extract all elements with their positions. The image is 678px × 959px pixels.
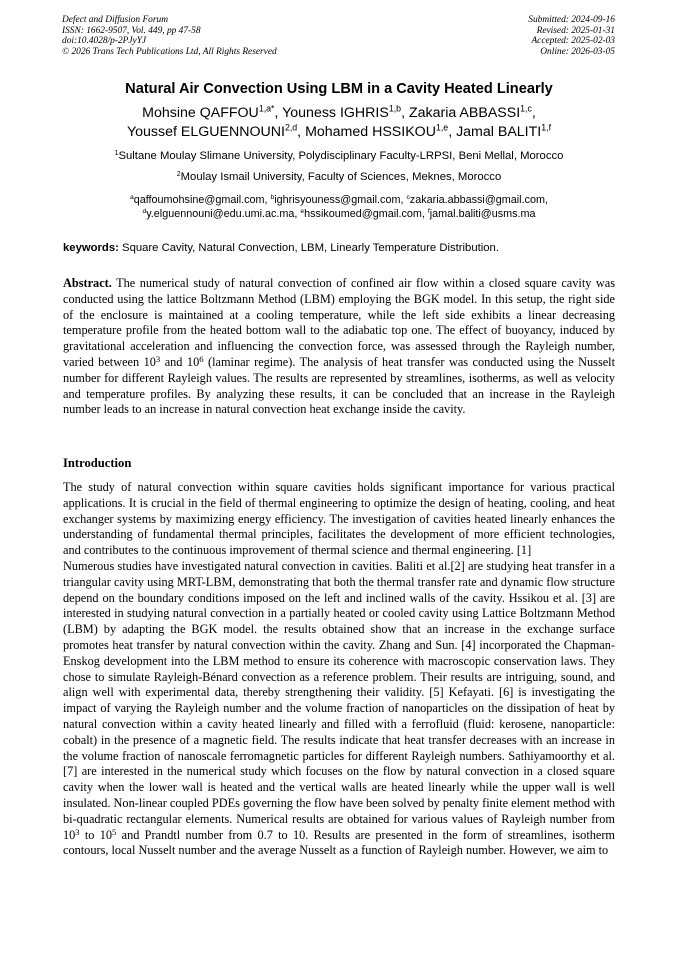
revised-date: Revised: 2025-01-31 bbox=[536, 25, 615, 36]
paper-title: Natural Air Convection Using LBM in a Cavity Heated Linearly bbox=[125, 81, 553, 97]
copyright: © 2026 Trans Tech Publications Ltd, All Rights Reserved bbox=[62, 46, 277, 57]
journal-name: Defect and Diffusion Forum bbox=[62, 15, 168, 25]
email[interactable]: $^b$ighrisyouness@gmail.com bbox=[270, 193, 401, 206]
keywords bbox=[63, 242, 499, 254]
author: Jamal BALITI$^{1,f}$ bbox=[456, 122, 552, 140]
affiliation: $^2$Moulay Ismail University, Faculty of Sciences, Meknes, Morocco bbox=[176, 170, 502, 183]
affiliation: $^1$Sultane Moulay Slimane University, Polydisciplinary Faculty-LRPSI, Beni Mellal, Morocco bbox=[114, 149, 564, 162]
keywords-label: keywords: bbox=[63, 242, 119, 254]
abstract-label: Abstract. bbox=[63, 276, 112, 290]
submitted-date: Submitted: 2024-09-16 bbox=[528, 15, 615, 25]
email[interactable]: $^e$hssikoumed@gmail.com bbox=[300, 207, 422, 220]
online-date: Online: 2026-03-05 bbox=[540, 46, 615, 57]
author-list: Mohsine $QAFFOU^{1,a*}$, Youness IGHRIS$^{1,b}$, Zakaria ABBASSI$^{1,c}$, Youssef ELGUENNOUNI$^{2,d}$, Mohamed HSSIKOU$^{1,e}$, Jamal BALITI$^{1,f}$ bbox=[126, 103, 552, 140]
author: Zakaria ABBASSI$^{1,c}$ bbox=[408, 103, 532, 121]
author: Youssef ELGUENNOUNI$^{2,d}$ bbox=[126, 122, 298, 140]
dates-header bbox=[528, 15, 615, 57]
doi: doi:10.4028/p-2PJyYJ bbox=[62, 36, 147, 47]
author: Mohamed HSSIKOU$^{1,e}$ bbox=[305, 122, 449, 140]
email[interactable]: $^a$qaffoumohsine@gmail.com bbox=[130, 193, 265, 206]
section-heading-introduction: Introduction bbox=[63, 456, 132, 470]
abstract: Abstract. The numerical study of natural convection of confined air flow within a closed square cavity was conducted using the lattice Boltzmann Method (LBM) employing the BGK model. In this setup, the right side of the enclosure is maintained at a cooling temperature, while the left side exhibits a linear decreasing temperature profile from the heated bottom wall to the adiabatic top one. The effect of buoyancy, induced by gravitational acceleration and influencing the convection force, was assessed through the Rayleigh number, varied between $10^3$ and $10^6$ (laminar regime). The analysis of heat transfer was conducted using the Nusselt number for different Rayleigh values. The results are represented by streamlines, isotherms, as well as velocity and temperature profiles. By analyzing these results, it can be concluded that an increase in the Rayleigh number leads to an increase in natural convection heat exchange inside the cavity. bbox=[63, 276, 616, 417]
author: Youness IGHRIS$^{1,b}$ bbox=[282, 103, 402, 121]
email[interactable]: $^d$y.elguennouni@edu.umi.ac.ma bbox=[142, 207, 295, 220]
issn: ISSN: 1662-9507, Vol. 449, pp 47-58 bbox=[62, 25, 201, 36]
email-list: $^a$qaffoumohsine@gmail.com, $^b$ighrisyouness@gmail.com, $^c$zakaria.abbassi@gmail.com, $^d$y.elguennouni@edu.umi.ac.ma, $^e$hssikoumed@gmail.com, $^f$jamal.baliti@usms.ma bbox=[130, 193, 548, 220]
introduction-body bbox=[63, 480, 615, 859]
author: Mohsine $QAFFOU^{1,a*}$ bbox=[142, 103, 275, 121]
journal-header bbox=[62, 15, 277, 57]
email[interactable]: $^c$zakaria.abbassi@gmail.com bbox=[406, 193, 545, 206]
email[interactable]: $^f$jamal.baliti@usms.ma bbox=[427, 207, 536, 220]
paragraph: Numerous studies have investigated natural convection in cavities. Baliti et al.[2] are studying heat transfer in a triangular cavity using MRT-LBM, demonstrating that both the thermal transfer rate and dynamic flow structure depend on the boundary conditions imposed on the left and inclined walls of the cavity. Hssikou et al. [3] are interested in studying natural convection in a partially heated or cooled cavity using Lattice Boltzmann Method (LBM) by adapting the BGK model. the results obtained show that an increase in the exchange surface promotes heat transfer by natural convection within the cavity. Zhang and Sun. [4] incorporated the Chapman-Enskog development into the LBM method to ensure its coherence with macroscopic conservation laws. They chose to simulate Rayleigh-Bénard convection as a reference problem. Their results are intriguing, sound, and align well with experimental data, thereby strengthening their validity. [5] Kefayati. [6] is investigating the impact of varying the Rayleigh number and the volume fraction of nanoparticles on the dissipation of heat by natural convection within a cavity heated linearly and filled with a ferrofluid (fluid: kerosene, nanoparticle: cobalt) in the presence of a magnetic field. The results indicate that heat transfer decreases with an increase in the volume fraction of nanoscale ferromagnetic particles for different Rayleigh numbers. Sathiyamoorthy et al. [7] are interested in the numerical study which focuses on the flow by natural convection in a closed square cavity when the lower wall is heated and the vertical walls are heated linearly while the upper wall is well insulated. Non-linear coupled PDEs governing the flow have been solved by penalty finite element method with bi-quadratic rectangular elements. Numerical results are obtained for various values of Rayleigh number from $10^3$ to $10^5$ and Prandtl number from 0.7 to 10. Results are presented in the form of streamlines, isotherm contours, local Nusselt number and the average Nusselt as a function of Rayleigh number. However, we aim to bbox=[63, 558, 616, 858]
paragraph: The study of natural convection within square cavities holds significant importance for various practical applications. It is crucial in the field of thermal engineering to optimize the design of heating, cooling, and heat exchanger systems by maximizing energy efficiency. The investigation of cavities heated linearly enhances the understanding of fundamental thermal principles, facilitates the development of more efficient technologies, and contributes to the continuous improvement of thermal science and thermal engineering. [1] bbox=[63, 480, 615, 558]
keywords-text: Square Cavity, Natural Convection, LBM, Linearly Temperature Distribution. bbox=[122, 242, 499, 254]
accepted-date: Accepted: 2025-02-03 bbox=[531, 36, 615, 47]
